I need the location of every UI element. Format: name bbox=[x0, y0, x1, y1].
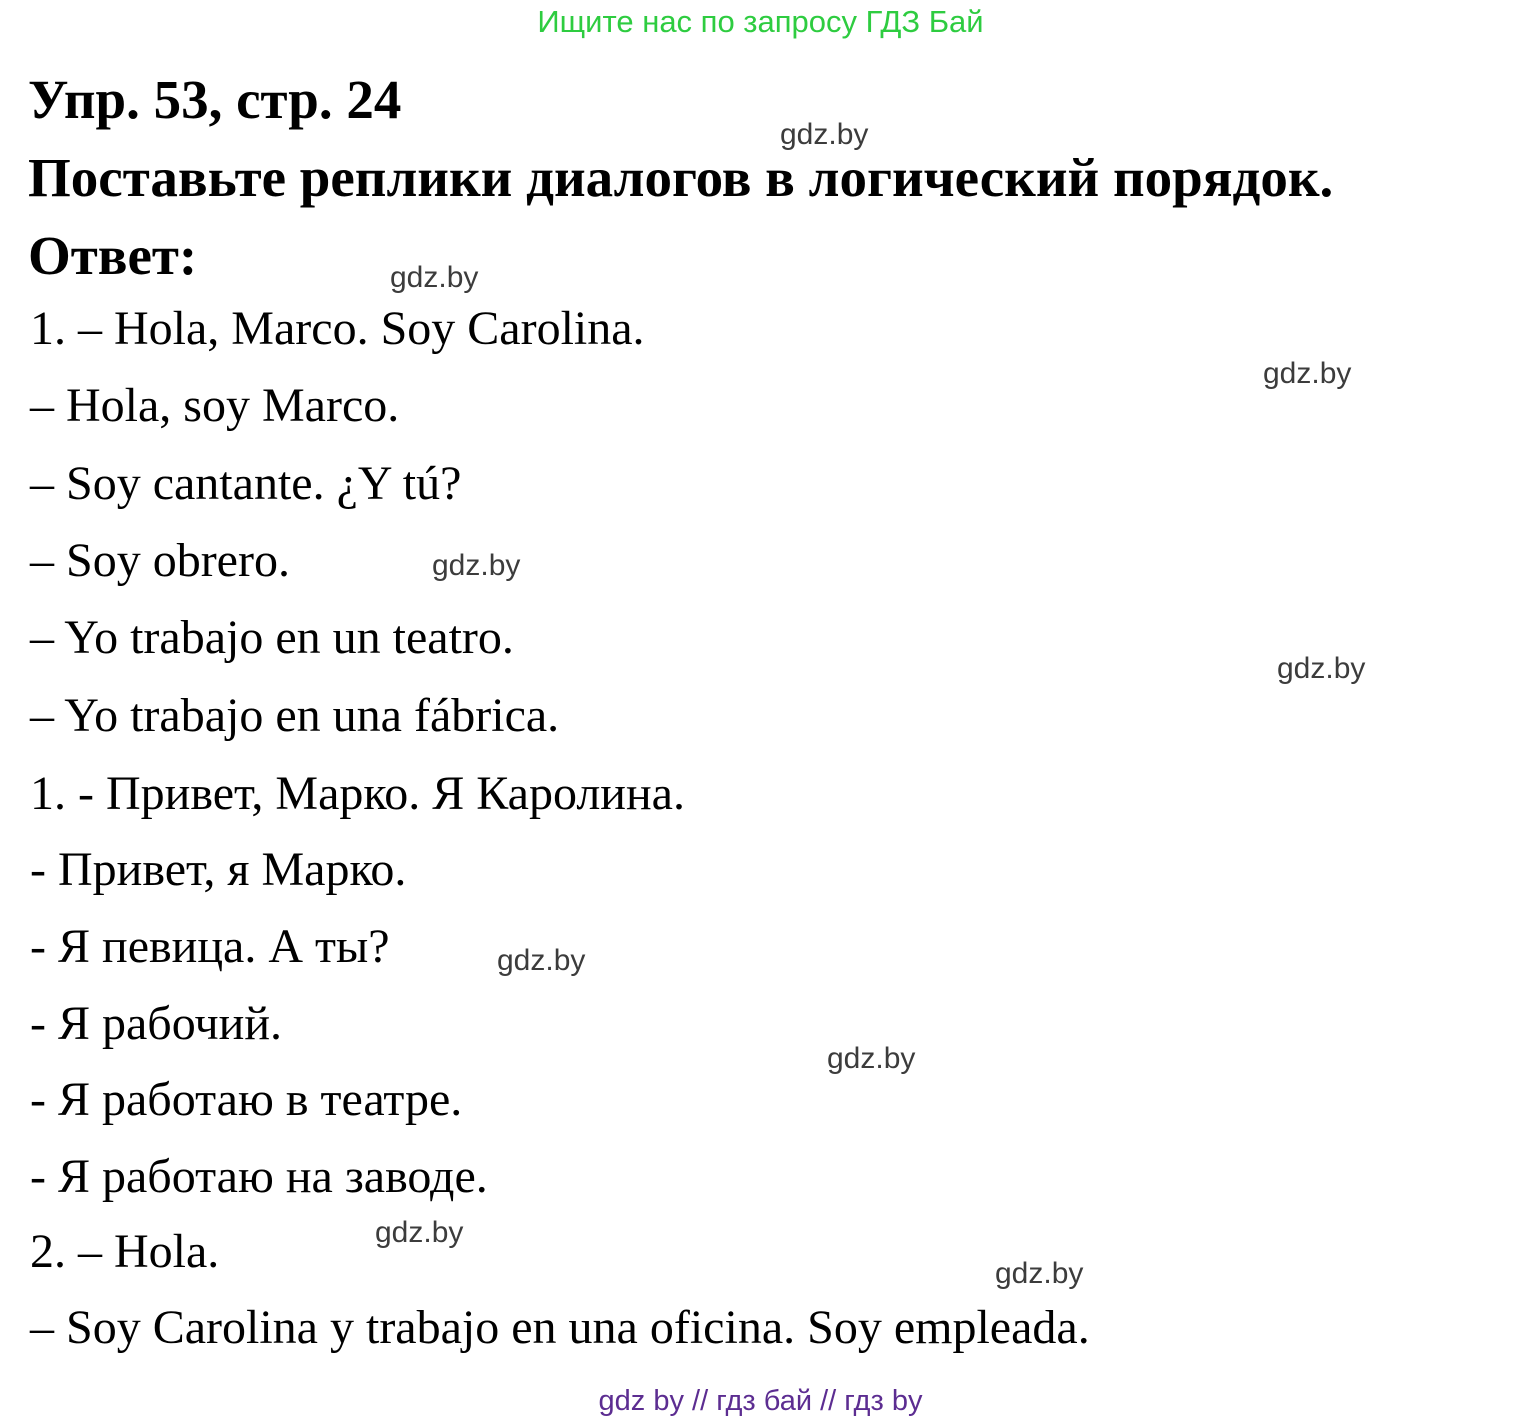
dialog-line-2: – Hola, soy Marco. bbox=[30, 379, 400, 432]
gdz-watermark-3: gdz.by bbox=[1263, 357, 1352, 390]
promo-banner: Ищите нас по запросу ГДЗ Бай bbox=[537, 4, 984, 39]
dialog-line-8: - Привет, я Марко. bbox=[30, 843, 407, 896]
dialog-line-1: 1. – Hola, Marco. Soy Carolina. bbox=[30, 302, 645, 355]
dialog-line-11: - Я работаю в театре. bbox=[30, 1073, 463, 1126]
gdz-watermark-1: gdz.by bbox=[780, 118, 869, 151]
dialog-line-13: 2. – Hola. bbox=[30, 1225, 220, 1278]
exercise-task-text: Поставьте реплики диалогов в логический порядок. bbox=[28, 147, 1334, 208]
gdz-watermark-9: gdz.by bbox=[995, 1257, 1084, 1290]
gdz-watermark-6: gdz.by bbox=[497, 944, 586, 977]
footer-watermark: gdz by // гдз бай // гдз by bbox=[598, 1385, 923, 1417]
gdz-watermark-5: gdz.by bbox=[1277, 652, 1366, 685]
dialog-line-6: – Yo trabajo en una fábrica. bbox=[30, 689, 560, 742]
dialog-line-12: - Я работаю на заводе. bbox=[30, 1150, 488, 1203]
dialog-line-10: - Я рабочий. bbox=[30, 997, 282, 1050]
answer-label: Ответ: bbox=[28, 225, 198, 286]
exercise-title: Упр. 53, стр. 24 bbox=[28, 69, 402, 130]
gdz-watermark-8: gdz.by bbox=[375, 1216, 464, 1249]
gdz-watermark-4: gdz.by bbox=[432, 549, 521, 582]
dialog-line-4: – Soy obrero. bbox=[30, 534, 290, 587]
gdz-watermark-2: gdz.by bbox=[390, 261, 479, 294]
dialog-line-5: – Yo trabajo en un teatro. bbox=[30, 611, 514, 664]
dialog-line-9: - Я певица. А ты? bbox=[30, 920, 390, 973]
dialog-line-14: – Soy Carolina y trabajo en una oficina. Soy empleada. bbox=[30, 1301, 1090, 1354]
gdz-watermark-7: gdz.by bbox=[827, 1042, 916, 1075]
dialog-line-7: 1. - Привет, Марко. Я Каролина. bbox=[30, 767, 685, 820]
dialog-line-3: – Soy cantante. ¿Y tú? bbox=[30, 457, 462, 510]
